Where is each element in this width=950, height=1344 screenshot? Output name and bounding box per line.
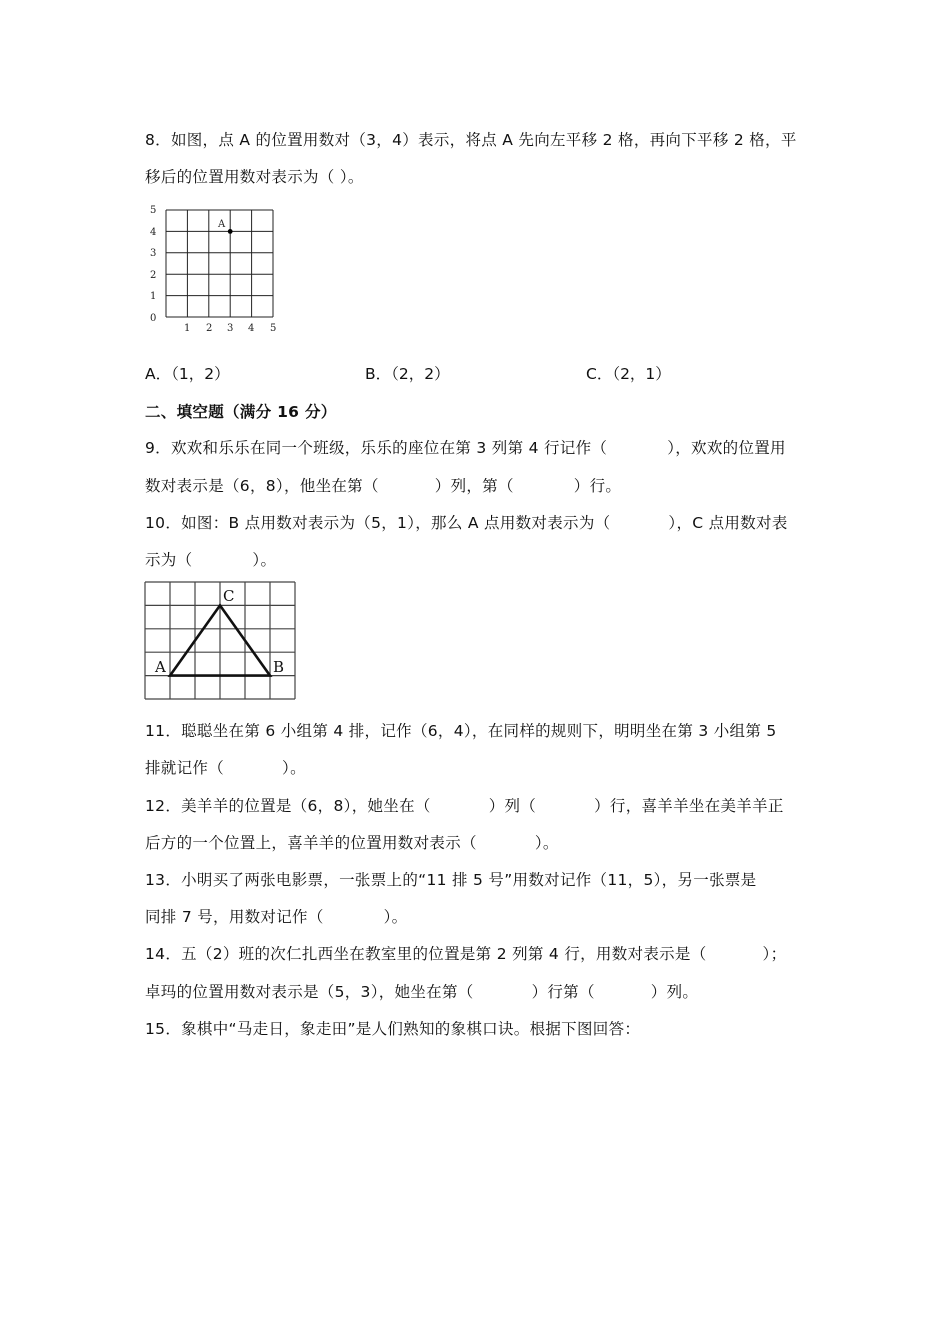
q9-text: ）列，第（ xyxy=(434,477,514,495)
q12-text: ）行，喜羊羊坐在美羊羊正 xyxy=(594,797,784,815)
q8-y-tick: 3 xyxy=(150,248,157,259)
q8-text-line1: 8．如图，点 A 的位置用数对（3，4）表示，将点 A 先向左平移 2 格，再向下平移 2 格，平 xyxy=(145,131,797,149)
q8-y-tick: 2 xyxy=(150,270,157,281)
q8-y-tick: 0 xyxy=(150,313,157,324)
q12-text: ）。 xyxy=(534,834,559,852)
q9-line1 xyxy=(145,436,786,458)
q11-text: 排就记作（ xyxy=(145,759,225,777)
q14-text: 卓玛的位置用数对表示是（5，3），她坐在第（ xyxy=(145,983,474,1001)
q8-y-tick: 4 xyxy=(150,227,157,238)
q12-line1 xyxy=(145,794,784,816)
q8-option-a[interactable]: A．（1，2） xyxy=(145,365,230,383)
q8-text-line2: 移后的位置用数对表示为（ ）。 xyxy=(145,168,364,186)
q10-text: 示为（ xyxy=(145,551,193,569)
q15-line1: 15．象棋中“马走日，象走田”是人们熟知的象棋口诀。根据下图回答： xyxy=(145,1020,641,1038)
q10-label-a: A xyxy=(155,658,166,676)
q14-text: ）列。 xyxy=(650,983,699,1001)
q9-text: ），欢欢的位置用 xyxy=(667,439,786,457)
q9-line2 xyxy=(145,474,621,496)
q8-point-label: A xyxy=(218,219,226,230)
q8-x-tick: 2 xyxy=(206,323,213,334)
q10-text: 10．如图：B 点用数对表示为（5，1），那么 A 点用数对表示为（ xyxy=(145,514,611,532)
q9-text: 9．欢欢和乐乐在同一个班级，乐乐的座位在第 3 列第 4 行记作（ xyxy=(145,439,608,457)
q8-x-tick: 1 xyxy=(184,323,191,334)
q8-y-tick: 5 xyxy=(150,205,157,216)
q11-line1: 11．聪聪坐在第 6 小组第 4 排，记作（6，4），在同样的规则下，明明坐在第 3 小组第 5 xyxy=(145,722,777,740)
q14-text: ）行第（ xyxy=(531,983,595,1001)
q8-point-a xyxy=(228,229,233,234)
q8-x-tick: 5 xyxy=(270,323,277,334)
q12-text: 后方的一个位置上，喜羊羊的位置用数对表示（ xyxy=(145,834,477,852)
q10-label-b: B xyxy=(273,658,285,676)
q11-line2 xyxy=(145,756,306,778)
q12-line2 xyxy=(145,831,559,853)
section-heading: 二、填空题（满分 16 分） xyxy=(145,403,337,421)
q13-line2 xyxy=(145,905,407,927)
q9-text: ）行。 xyxy=(573,477,622,495)
q11-text: ）。 xyxy=(282,759,306,777)
q8-x-tick: 4 xyxy=(248,323,255,334)
q10-triangle-grid xyxy=(143,580,298,703)
q8-y-tick: 1 xyxy=(150,291,157,302)
q10-line2 xyxy=(145,548,276,570)
q13-text: 同排 7 号，用数对记作（ xyxy=(145,908,324,926)
q14-text: ）； xyxy=(762,945,787,963)
q13-line1: 13．小明买了两张电影票，一张票上的“11 排 5 号”用数对记作（11，5），另一张票是 xyxy=(145,871,757,889)
q12-text: ）列（ xyxy=(488,797,537,815)
q14-line1 xyxy=(145,942,786,964)
q8-option-c[interactable]: C．（2，1） xyxy=(586,365,671,383)
q8-x-tick: 3 xyxy=(227,323,234,334)
q13-text: ）。 xyxy=(383,908,408,926)
q14-line2 xyxy=(145,980,698,1002)
q12-text: 12．美羊羊的位置是（6，8），她坐在（ xyxy=(145,797,431,815)
q14-text: 14．五（2）班的次仁扎西坐在教室里的位置是第 2 列第 4 行，用数对表示是（ xyxy=(145,945,707,963)
q9-text: 数对表示是（6，8），他坐在第（ xyxy=(145,477,379,495)
q10-text: ），C 点用数对表 xyxy=(668,514,788,532)
q10-text: ）。 xyxy=(252,551,277,569)
q8-option-b[interactable]: B．（2，2） xyxy=(365,365,450,383)
q10-label-c: C xyxy=(223,587,235,605)
q8-coordinate-grid xyxy=(140,200,290,340)
q10-line1 xyxy=(145,511,788,533)
